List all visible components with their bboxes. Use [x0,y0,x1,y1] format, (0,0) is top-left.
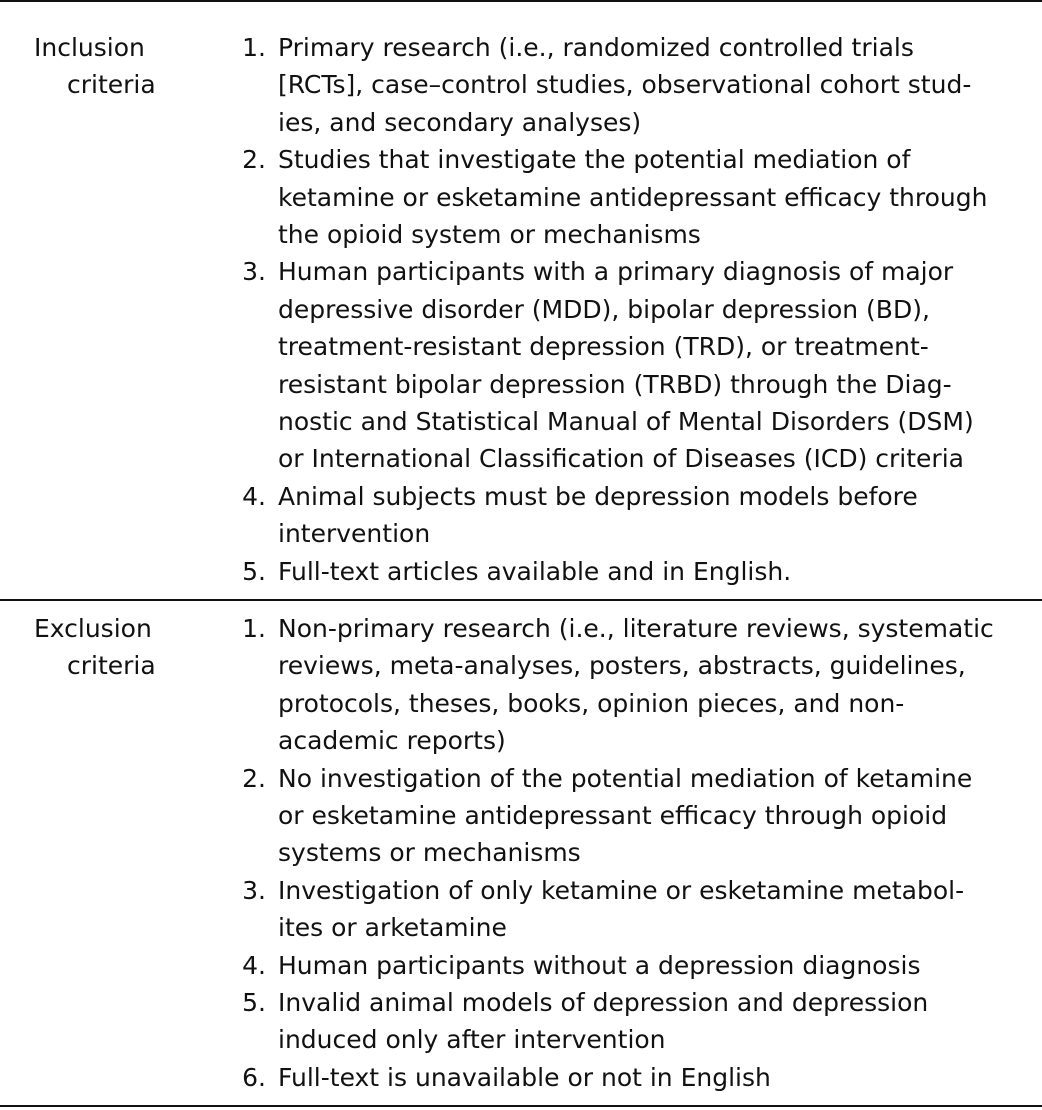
item-text [278,610,1018,760]
item-number: 3. [242,257,266,287]
item-text-line: Full-text articles available and in English. [278,556,792,586]
inclusion-label-line: Inclusion [34,33,145,62]
item-text [278,1059,1018,1096]
item-number: 3. [242,875,266,905]
exclusion-criteria-row [0,599,1042,1105]
item-number: 2. [242,145,266,175]
exclusion-item-4 [200,947,1042,984]
item-text-line: Human participants with a primary diagnosis of major [278,257,954,287]
item-number: 4. [242,950,266,980]
exclusion-criteria-label [0,610,200,1105]
exclusion-criteria-list [200,610,1042,1105]
inclusion-criteria-row [0,2,1042,599]
exclusion-item-1 [200,610,1042,760]
item-text [278,984,1018,1059]
item-number: 6. [242,1062,266,1092]
item-text [278,760,1018,872]
item-text-line: treatment-resistant depression (TRD), or treatment- [278,332,929,362]
item-text [278,947,1018,984]
exclusion-label-line: Exclusion [34,614,152,643]
item-text-line: [RCTs], case–control studies, observational cohort stud- [278,70,972,100]
exclusion-item-2 [200,760,1042,872]
item-text-line: reviews, meta-analyses, posters, abstracts, guidelines, [278,651,966,681]
item-text-line: academic reports) [278,726,506,756]
item-number: 2. [242,763,266,793]
item-text-line: Human participants without a depression diagnosis [278,950,921,980]
item-text-line: the opioid system or mechanisms [278,220,701,250]
item-text-line: Non-primary research (i.e., literature reviews, systematic [278,614,994,643]
inclusion-item-3 [200,253,1042,477]
item-text-line: Full-text is unavailable or not in English [278,1062,771,1092]
item-text-line: Animal subjects must be depression models before [278,481,918,511]
item-number: 1. [242,614,266,643]
item-text-line: Studies that investigate the potential mediation of [278,145,911,175]
item-number: 5. [242,988,266,1018]
item-text [278,29,1018,141]
item-text [278,253,1018,477]
item-text [278,553,1018,590]
item-text-line: protocols, theses, books, opinion pieces, and non- [278,688,905,718]
item-text-line: Invalid animal models of depression and depression [278,988,929,1018]
exclusion-item-5 [200,984,1042,1059]
item-text-line: resistant bipolar depression (TRBD) through the Diag- [278,369,952,399]
exclusion-label-line: criteria [67,651,156,681]
item-text [278,872,1018,947]
inclusion-criteria-label [0,29,200,599]
item-text-line: ketamine or esketamine antidepressant efficacy through [278,182,988,212]
item-text [278,141,1018,253]
item-text-line: induced only after intervention [278,1025,666,1055]
item-text [278,478,1018,553]
inclusion-label-line: criteria [67,70,156,100]
item-number: 4. [242,481,266,511]
item-text-line: Investigation of only ketamine or esketamine metabol- [278,875,965,905]
item-text-line: Primary research (i.e., randomized controlled trials [278,33,914,62]
item-text-line: intervention [278,519,431,549]
item-text-line: or esketamine antidepressant efficacy through opioid [278,801,948,831]
item-text-line: No investigation of the potential mediation of ketamine [278,763,973,793]
inclusion-item-2 [200,141,1042,253]
inclusion-criteria-list [200,29,1042,599]
inclusion-item-4 [200,478,1042,553]
item-text-line: ites or arketamine [278,913,507,943]
item-number: 5. [242,556,266,586]
item-text-line: systems or mechanisms [278,838,581,868]
item-text-line: nostic and Statistical Manual of Mental Disorders (DSM) [278,407,974,437]
item-number: 1. [242,33,266,62]
exclusion-item-3 [200,872,1042,947]
item-text-line: ies, and secondary analyses) [278,107,642,137]
item-text-line: or International Classification of Diseases (ICD) criteria [278,444,964,474]
item-text-line: depressive disorder (MDD), bipolar depression (BD), [278,294,930,324]
exclusion-item-6 [200,1059,1042,1096]
inclusion-item-5 [200,553,1042,590]
inclusion-item-1 [200,29,1042,141]
